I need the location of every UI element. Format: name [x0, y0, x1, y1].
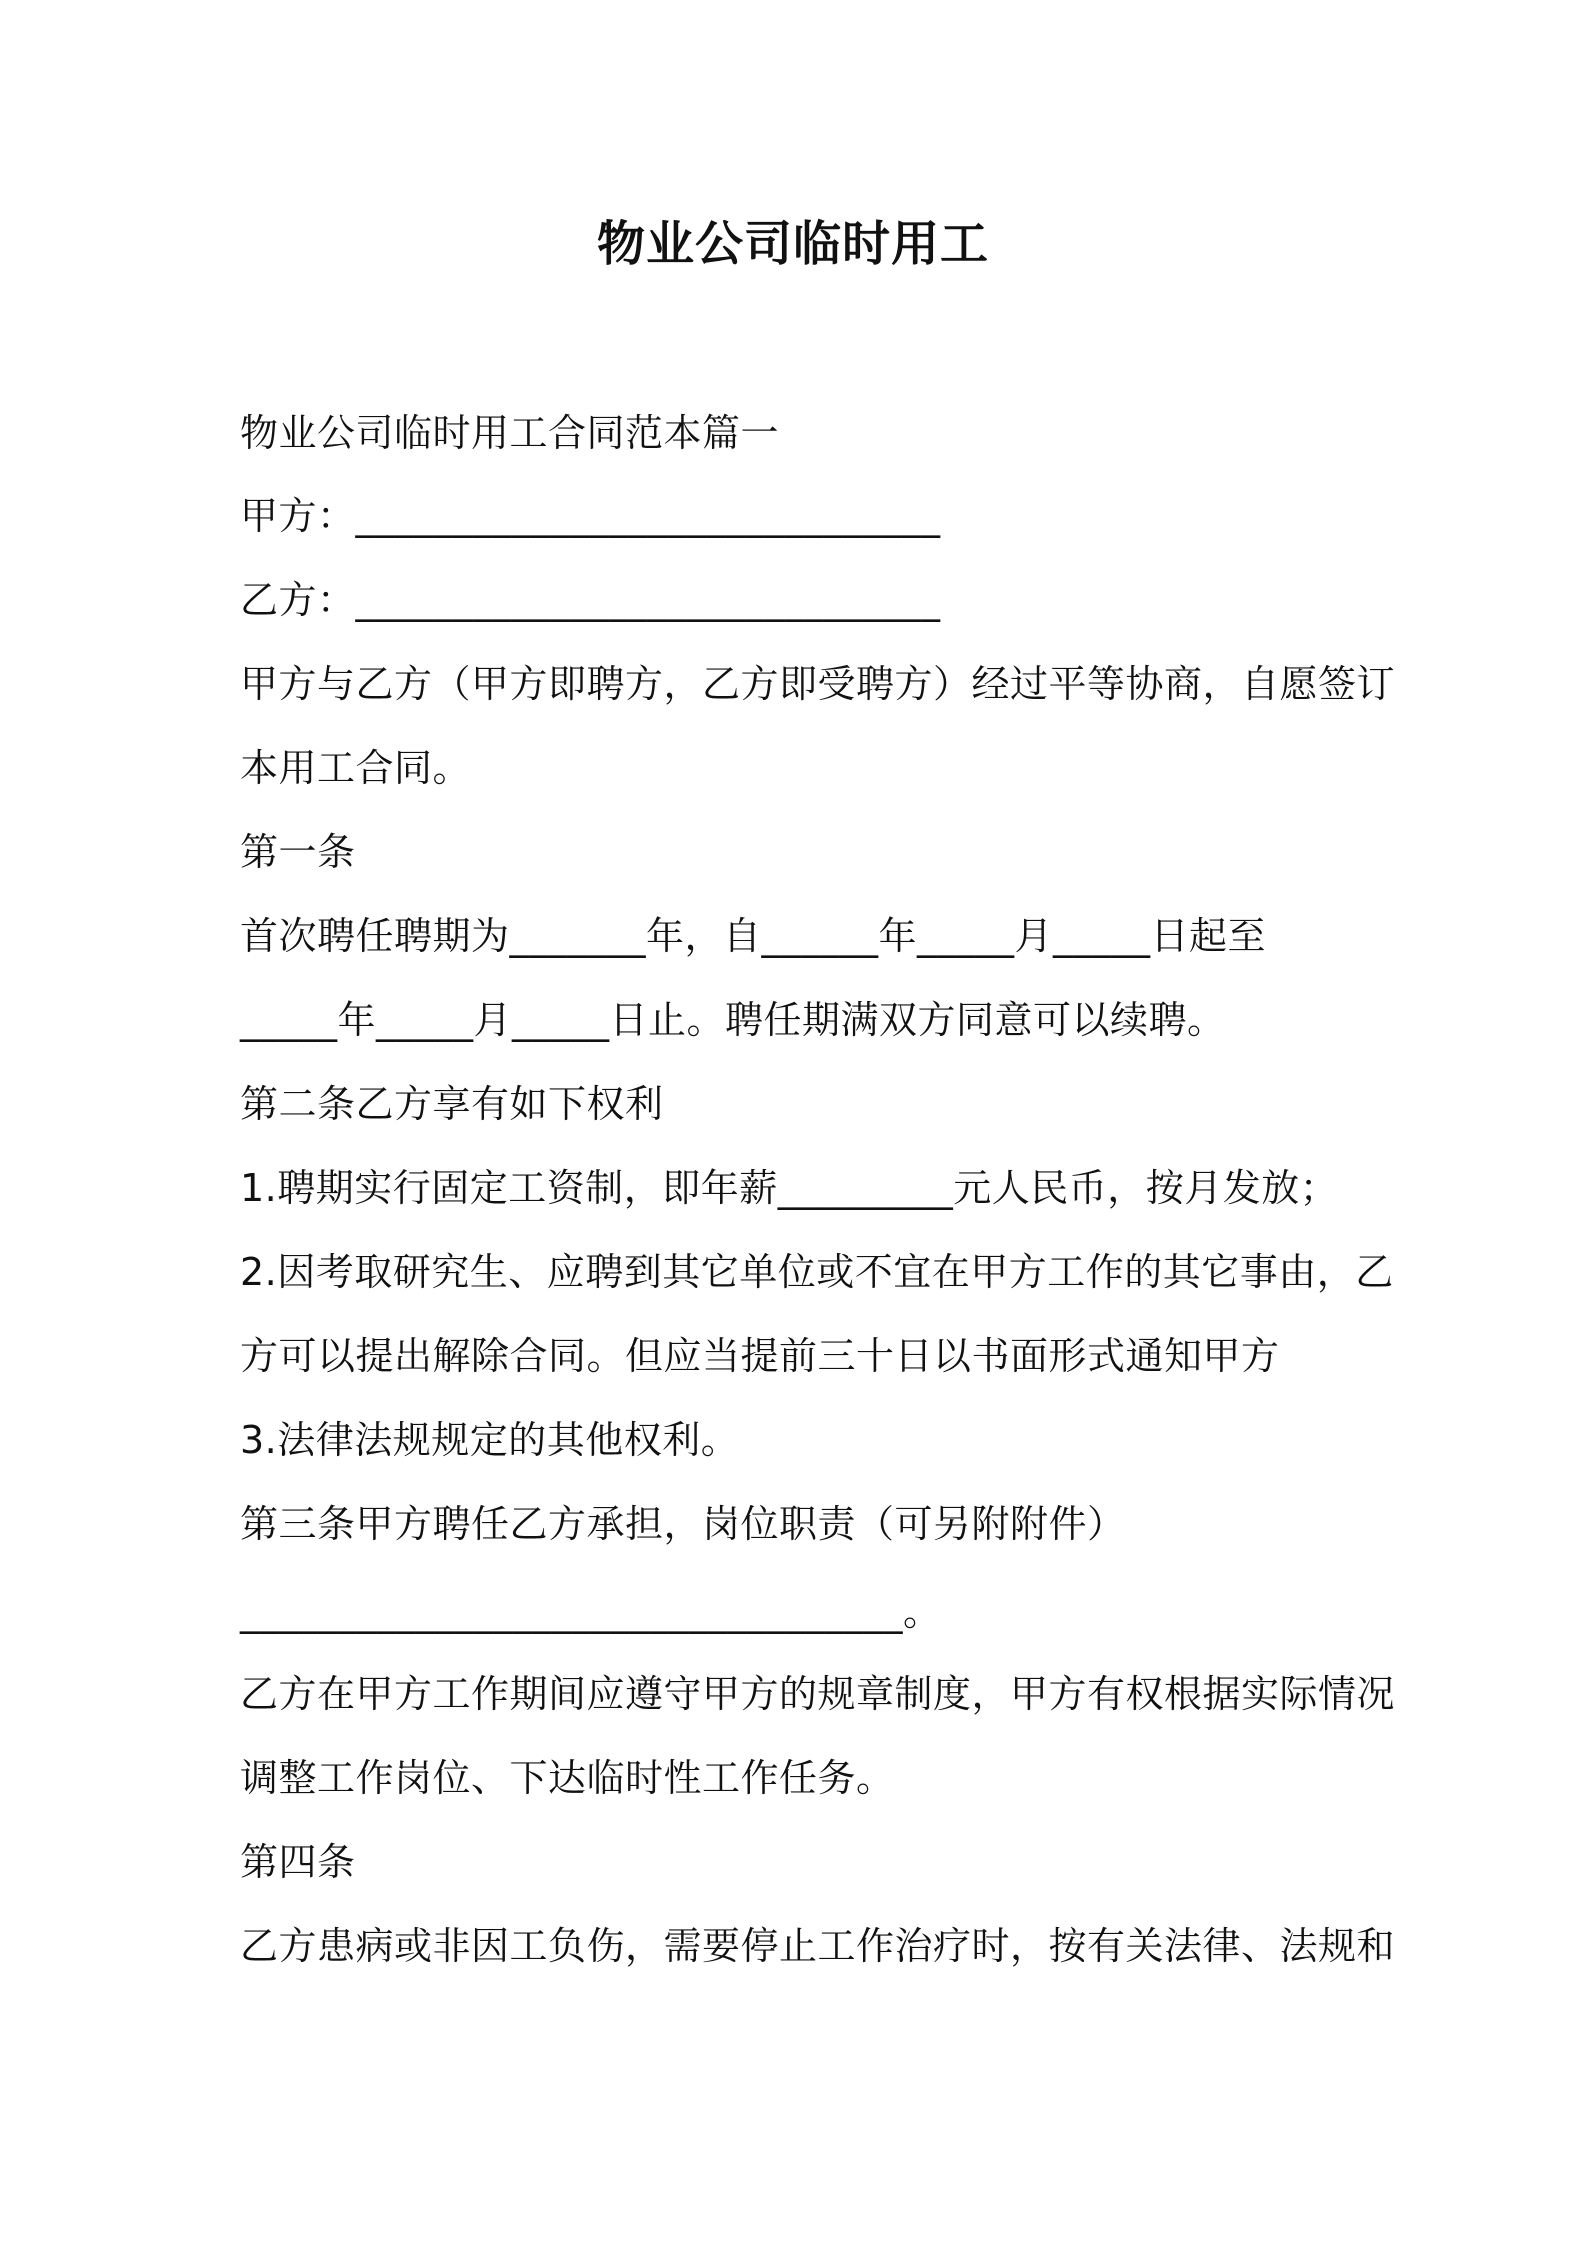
- paragraph-line: 调整工作岗位、下达临时性工作任务。: [240, 1756, 895, 1800]
- paragraph-line: 方可以提出解除合同。但应当提前三十日以书面形式通知甲方: [240, 1334, 1280, 1378]
- paragraph-line: 首次聘任聘期为_______年，自______年_____月_____日起至: [240, 914, 1267, 958]
- blank-fill-line: __________________________________。: [240, 1590, 942, 1634]
- article-heading: 第二条乙方享有如下权利: [240, 1082, 664, 1126]
- paragraph-line: _____年_____月_____日止。聘任期满双方同意可以续聘。: [240, 998, 1226, 1042]
- party-a-line: 甲方：______________________________: [240, 494, 941, 538]
- paragraph-line: 2.因考取研究生、应聘到其它单位或不宜在甲方工作的其它事由，乙: [240, 1250, 1394, 1294]
- subtitle-line: 物业公司临时用工合同范本篇一: [240, 411, 780, 455]
- document-title: 物业公司临时用工: [596, 216, 989, 272]
- paragraph-line: 本用工合同。: [240, 746, 472, 790]
- paragraph-line: 甲方与乙方（甲方即聘方，乙方即受聘方）经过平等协商，自愿签订: [240, 662, 1396, 706]
- party-b-line: 乙方：______________________________: [240, 578, 941, 622]
- article-heading: 第一条: [240, 830, 356, 874]
- article-heading: 第四条: [240, 1840, 356, 1884]
- paragraph-line: 乙方患病或非因工负伤，需要停止工作治疗时，按有关法律、法规和: [240, 1924, 1396, 1968]
- paragraph-line: 3.法律法规规定的其他权利。: [240, 1418, 740, 1462]
- paragraph-line: 1.聘期实行固定工资制，即年薪_________元人民币，按月发放；: [240, 1166, 1339, 1210]
- paragraph-line: 乙方在甲方工作期间应遵守甲方的规章制度，甲方有权根据实际情况: [240, 1672, 1396, 1716]
- article-heading: 第三条甲方聘任乙方承担，岗位职责（可另附附件）: [240, 1502, 1126, 1546]
